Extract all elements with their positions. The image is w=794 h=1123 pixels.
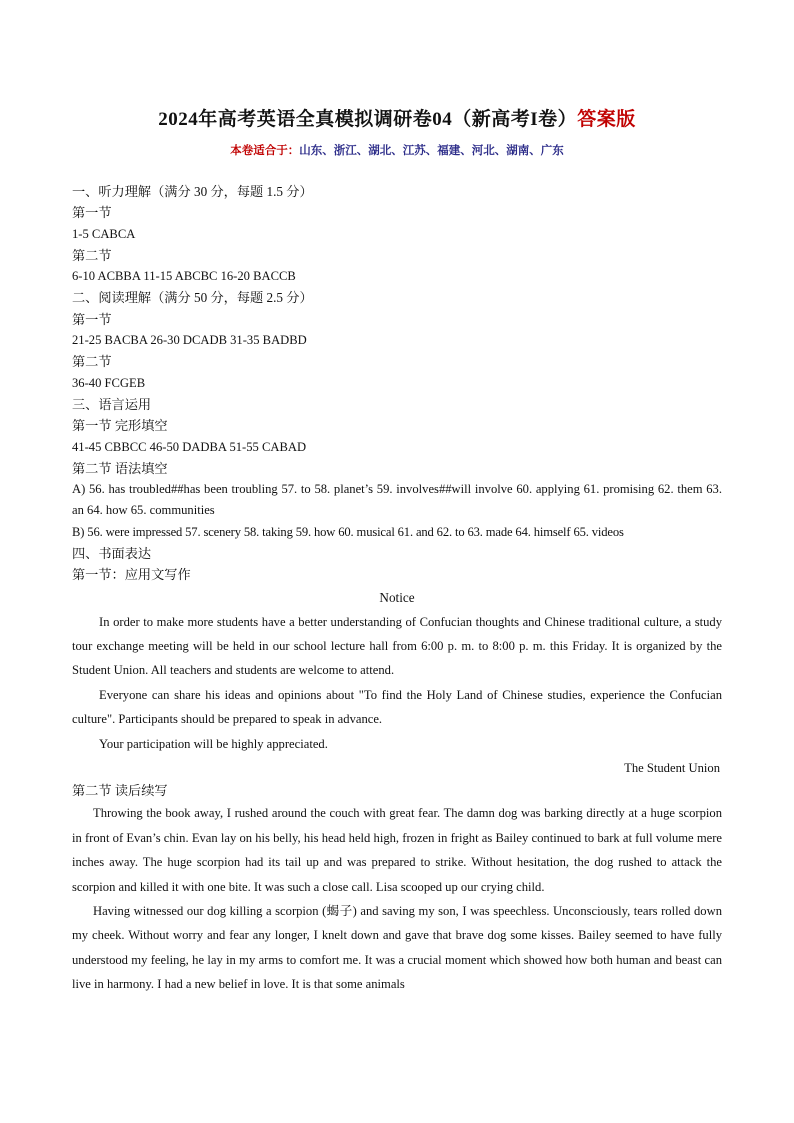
notice-paragraph: Everyone can share his ideas and opinions about "To find the Holy Land of Chinese studies, experience the Confucian culture". Participants should be prepared to speak in advance. xyxy=(72,687,722,727)
story-paragraph: Throwing the book away, I rushed around the couch with great fear. The damn dog was barking directly at a huge scorpion in front of Evan’s chin. Evan lay on his belly, his head held high, frozen in fright as Bailey continued to bark at full volume mere inches away. The huge scorpion had its tail up and was prepared to strike. Without hesitation, the dog rushed to attack the scorpion and killed it with one bite. It was such a close call. Lisa scooped up our crying child. xyxy=(72,806,722,894)
listening-section-2: 第二节 xyxy=(72,247,112,263)
listening-section-1: 第一节 xyxy=(72,205,112,221)
page-subtitle xyxy=(0,142,794,158)
listening-heading: 一、听力理解（满分 30 分，每题 1.5 分） xyxy=(72,184,313,199)
language-heading: 三、语言运用 xyxy=(72,396,152,412)
notice-signature: The Student Union xyxy=(624,761,720,776)
continuation-body xyxy=(72,801,722,996)
listening-section-2-answers: 6-10 ACBBA 11-15 ABCBC 16-20 BACCB xyxy=(72,269,296,284)
page-title xyxy=(0,104,794,131)
story-paragraph: Having witnessed our dog killing a scorpion (蝎子) and saving my son, I was speechless. Unconsciously, tears rolled down my cheek. Without worry and fear any longer, I knelt down and gave that brave dog some kisses. Bailey seemed to have fully understood my feeling, he lay in my arms to comfort me. It was a crucial moment which showed how both human and beast can live in harmony. I had a new belief in love. It is that some animals xyxy=(72,904,722,992)
notice-body xyxy=(72,610,722,756)
reading-heading: 二、阅读理解（满分 50 分，每题 2.5 分） xyxy=(72,290,313,306)
grammar-answers-b: B) 56. were impressed 57. scenery 58. taking 59. how 60. musical 61. and 62. to 63. made 64. himself 65. videos xyxy=(72,524,624,539)
notice-paragraph: In order to make more students have a better understanding of Confucian thoughts and Chinese traditional culture, a study tour exchange meeting will be held in our school lecture hall from 6:00 p. m. to 8:00 p. m. this Friday. It is organized by the Student Union. All teachers and students are welcome to attend. xyxy=(72,614,722,678)
reading-section-2-answers: 36-40 FCGEB xyxy=(72,375,146,390)
answer-content xyxy=(72,181,722,997)
writing-heading: 四、书面表达 xyxy=(72,546,152,562)
notice-title: Notice xyxy=(379,589,415,605)
practical-writing-section: 第一节：应用文写作 xyxy=(72,567,191,583)
title-main: 2024年高考英语全真模拟调研卷04（新高考I卷） xyxy=(158,109,578,130)
cloze-section: 第一节 完形填空 xyxy=(72,418,168,434)
continuation-writing-section: 第二节 读后续写 xyxy=(72,783,168,799)
reading-section-2: 第二节 xyxy=(72,354,112,370)
reading-section-1-answers: 21-25 BACBA 26-30 DCADB 31-35 BADBD xyxy=(72,333,307,348)
grammar-answers-a: A) 56. has troubled##has been troubling 57. to 58. planet’s 59. involves##will involve 60. applying 61. promising 62. them 63. an 64. how 65. communities xyxy=(72,482,722,518)
subtitle-label: 本卷适合于： xyxy=(230,143,300,157)
grammar-section: 第二节 语法填空 xyxy=(72,460,168,476)
listening-section-1-answers: 1-5 CABCA xyxy=(72,226,136,241)
notice-paragraph: Your participation will be highly appreciated. xyxy=(99,736,328,751)
reading-section-1: 第一节 xyxy=(72,311,112,327)
subtitle-regions: 山东、浙江、湖北、江苏、福建、河北、湖南、广东 xyxy=(299,143,564,157)
cloze-answers: 41-45 CBBCC 46-50 DADBA 51-55 CABAD xyxy=(72,439,307,454)
title-answer-version: 答案版 xyxy=(577,109,636,130)
